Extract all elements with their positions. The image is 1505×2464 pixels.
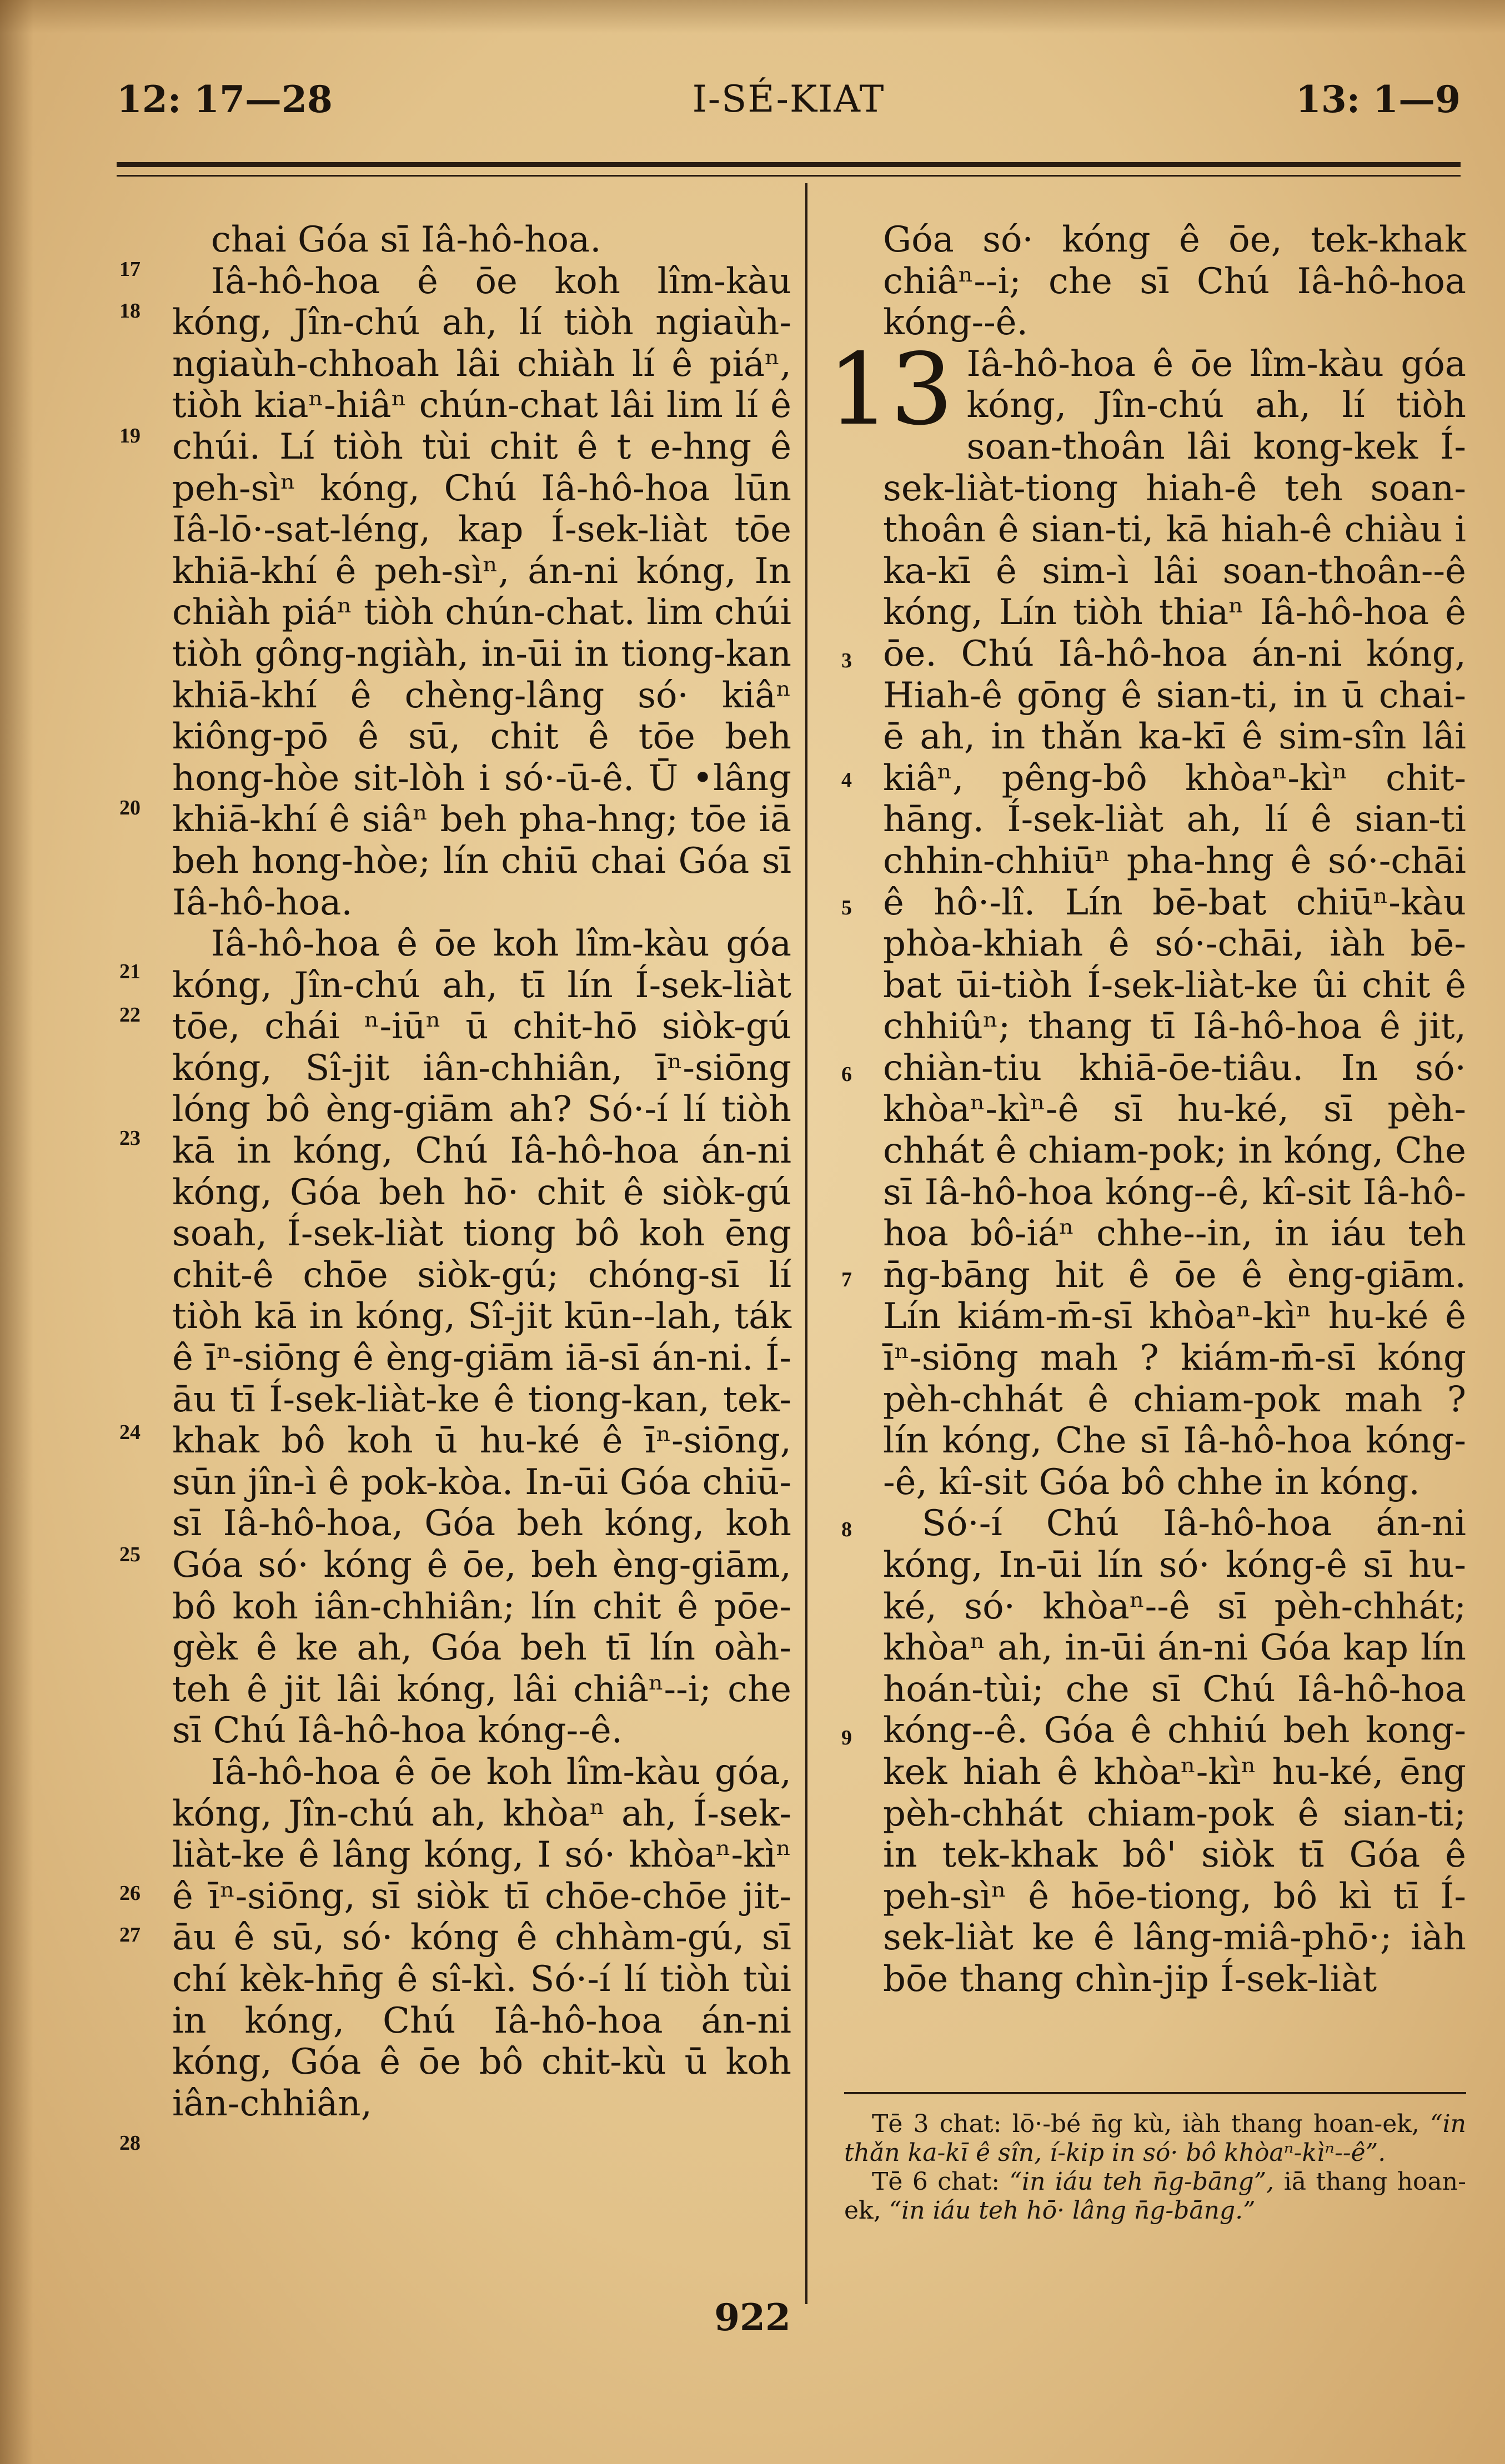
verse-number: 28 [119,2131,141,2155]
page-shadow-top [0,0,1505,33]
verse-number: 7 [841,1268,852,1291]
header-rule-thin [117,175,1461,177]
verse-number: 24 [119,1421,141,1444]
paragraph: Só·-í Chú Iâ-hô-hoa án-ni kóng, In-ūi lín só· kóng-ê sī hu-ké, só· khòaⁿ--ê sī pèh-chhát; khòaⁿ ah, in-ūi án-ni Góa kap lín hoán-tùi; che sī Chú Iâ-hô-hoa kóng--ê. Góa ê chhiú beh kong-kek hiah ê khòaⁿ-kìⁿ hu-ké, ēng pèh-chhát chiam-pok ê sian-ti; in tek-khak bô' siòk tī Góa ê peh-sìⁿ ê hōe-tiong, bô kì tī Í-sek-liàt ke ê lâng-miâ-phō·; iàh bōe thang chìn-jip Í-sek-liàt [883,1503,1466,2000]
verse-number: 25 [119,1543,141,1566]
footnote-italic-text: “in thǎn ka-kī ê sîn, í-kip in só· bô khòaⁿ-kìⁿ--ê”. [844,2110,1466,2167]
footnote-italic-text: “in iáu teh n̄g-bāng”, [1009,2168,1275,2196]
chapter-number: 13 [827,331,954,447]
verse-number: 4 [841,768,852,792]
verse-number: 22 [119,1003,141,1027]
verse-number: 20 [119,796,141,819]
verse-number: 19 [119,424,141,447]
paragraph: Iâ-hô-hoa ê ōe koh lîm-kàu góa kóng, Jîn-chú ah, tī lín Í-sek-liàt tōe, chái ⁿ-iūⁿ ū chit-hō siòk-gú kóng, Sî-jit iân-chhiân, īⁿ-siōng lóng bô èng-giām ah? Só·-í lí tiòh kā in kóng, Chú Iâ-hô-hoa án-ni kóng, Góa beh hō· chit ê siòk-gú soah, Í-sek-liàt tiong bô koh ēng chit-ê chōe siòk-gú; chóng-sī lí tiòh kā in kóng, Sî-jit kūn--lah, ták ê īⁿ-siōng ê èng-giām iā-sī án-ni. Í-āu tī Í-sek-liàt-ke ê tiong-kan, tek-khak bô koh ū hu-ké ê īⁿ-siōng, sūn jîn-ì ê pok-kòa. In-ūi Góa chiū-sī Iâ-hô-hoa, Góa beh kóng, koh Góa só· kóng ê ōe, beh èng-giām, bô koh iân-chhiân; lín chit ê pōe-gèk ê ke ah, Góa beh tī lín oàh-teh ê jit lâi kóng, lâi chiâⁿ--i; che sī Chú Iâ-hô-hoa kóng--ê. [172,923,791,1752]
footnote-text: Tē 6 chat: [872,2168,1000,2196]
verse-number: 21 [119,960,141,983]
left-text-column [172,219,791,2124]
header-verse-range-left: 12: 17—28 [117,78,333,121]
footnote-2 [844,2168,1466,2225]
footnote-italic-text: “in iáu teh hō· lâng n̄g-bāng.” [889,2196,1256,2225]
page-number: 922 [714,2296,791,2339]
paragraph: Góa só· kóng ê ōe, tek-khak chiâⁿ--i; che sī Chú Iâ-hô-hoa kóng--ê. [883,219,1466,344]
paragraph: Iâ-hô-hoa ê ōe koh lîm-kàu góa, kóng, Jîn-chú ah, khòaⁿ ah, Í-sek-liàt-ke ê lâng kóng, I só· khòaⁿ-kìⁿ ê īⁿ-siōng, sī siòk tī chōe-chōe jit-āu ê sū, só· kóng ê chhàm-gú, sī chí kèk-hn̄g ê sî-kì. Só·-í lí tiòh tùi in kóng, Chú Iâ-hô-hoa án-ni kóng, Góa ê ōe bô chit-kù ū koh iân-chhiân, [172,1751,791,2124]
verse-number: 17 [119,258,141,281]
paragraph: chai Góa sī Iâ-hô-hoa. [211,219,601,260]
verse-number: 26 [119,1882,141,1905]
footnote-text: iā thang hoan-ek, [844,2168,1466,2225]
right-text-column [827,219,1466,2000]
paragraph: Iâ-hô-hoa ê ōe koh lîm-kàu kóng, Jîn-chú ah, lí tiòh ngiaùh-ngiaùh-chhoah lâi chiàh lí ê piáⁿ, tiòh kiaⁿ-hiâⁿ chún-chat lâi lim lí ê chúi. Lí tiòh tùi chit ê t e-hng ê peh-sìⁿ kóng, Chú Iâ-hô-hoa lūn Iâ-lō·-sat-léng, kap Í-sek-liàt tōe khiā-khí ê peh-sìⁿ, án-ni kóng, In chiàh piáⁿ tiòh chún-chat. lim chúi tiòh gông-ngiàh, in-ūi in tiong-kan khiā-khí ê chèng-lâng só· kiâⁿ kiông-pō ê sū, chit ê tōe beh hong-hòe sit-lòh i só·-ū-ê. Ū •lâng khiā-khí ê siâⁿ beh pha-hng; tōe iā beh hong-hòe; lín chiū chai Góa sī Iâ-hô-hoa. [172,260,791,923]
header-book-title: I-SÉ-KIAT [692,78,885,120]
footnotes [844,2110,1466,2225]
verse-number: 6 [841,1063,852,1086]
verse-number: 23 [119,1127,141,1150]
footnote-text: Tē 3 chat: lō·-bé n̄g kù, iàh thang hoan-ek, [872,2110,1419,2138]
verse-number: 27 [119,1923,141,1947]
column-divider [805,183,807,2304]
verse-number: 5 [841,896,852,919]
running-header [117,78,1461,128]
page-shadow-left [0,0,33,2464]
verse-number: 9 [841,1726,852,1749]
paragraph-text: Iâ-hô-hoa ê ōe lîm-kàu góa kóng, Jîn-chú ah, lí tiòh soan-thoân lâi kong-kek Í-sek-liàt-tiong hiah-ê teh soan-thoân ê sian-ti, kā hiah-ê chiàu i ka-kī ê sim-ì lâi soan-thoân--ê kóng, Lín tiòh thiaⁿ Iâ-hô-hoa ê ōe. Chú Iâ-hô-hoa án-ni kóng, Hiah-ê gōng ê sian-ti, in ū chai-ē ah, in thǎn ka-kī ê sim-sîn lâi kiâⁿ, pêng-bô khòaⁿ-kìⁿ chit-hāng. Í-sek-liàt ah, lí ê sian-ti chhin-chhiūⁿ pha-hng ê só·-chāi ê hô·-lî. Lín bē-bat chiūⁿ-kàu phòa-khiah ê só·-chāi, iàh bē-bat ūi-tiòh Í-sek-liàt-ke ûi chit ê chhiûⁿ; thang tī Iâ-hô-hoa ê jit, chiàn-tiu khiā-ōe-tiâu. In só· khòaⁿ-kìⁿ-ê sī hu-ké, sī pèh-chhát ê chiam-pok; in kóng, Che sī Iâ-hô-hoa kóng--ê, kî-sit Iâ-hô-hoa bô-iáⁿ chhe--in, in iáu teh n̄g-bāng hit ê ōe ê èng-giām. Lín kiám-m̄-sī khòaⁿ-kìⁿ hu-ké ê īⁿ-siōng mah ? kiám-m̄-sī kóng pèh-chhát ê chiam-pok mah ? lín kóng, Che sī Iâ-hô-hoa kóng--ê, kî-sit Góa bô chhe in kóng. [883,343,1466,1503]
verse-number: 3 [841,649,852,672]
chapter-13-paragraph [827,331,1466,1503]
footnote-rule [844,2092,1466,2094]
header-verse-range-right: 13: 1—9 [1295,78,1461,121]
verse-number: 8 [841,1518,852,1541]
footnote-1 [844,2110,1466,2168]
header-rule-thick [117,162,1461,167]
verse-number: 18 [119,299,141,323]
